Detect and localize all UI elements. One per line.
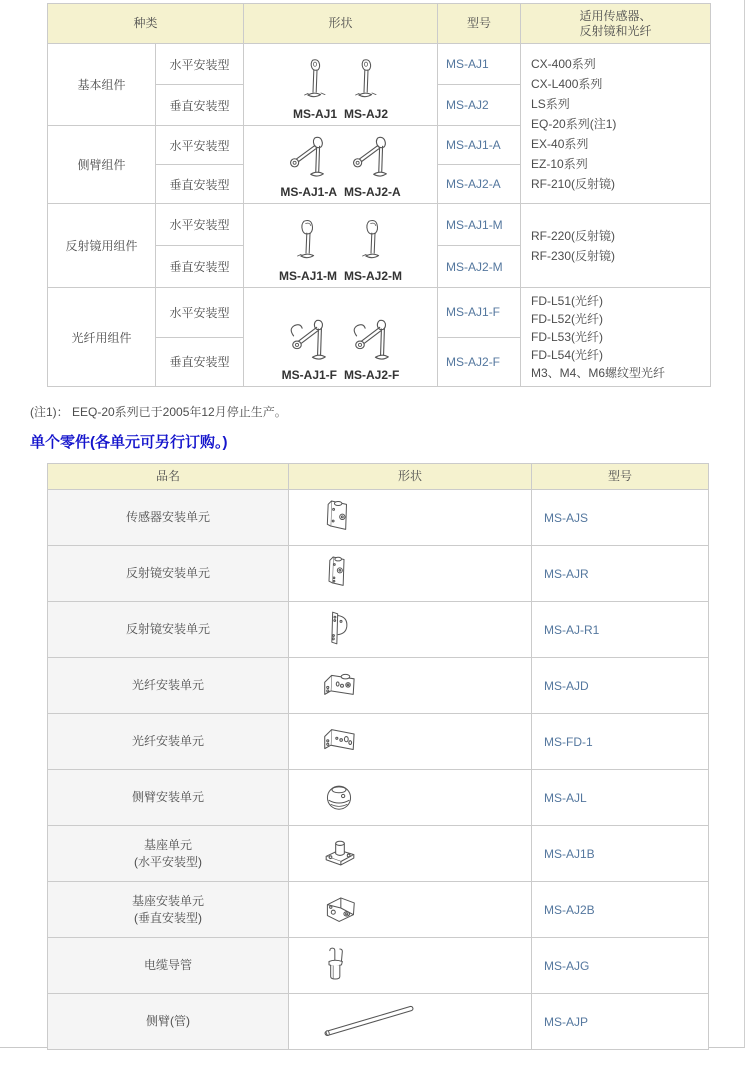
- header-shape: 形状: [244, 4, 438, 44]
- header-part-shape: 形状: [289, 464, 532, 490]
- fiber-mount-bracket-icon: [319, 721, 365, 759]
- fiber-mount-unit-icon: [319, 665, 365, 703]
- side-arm-unit-icon: [319, 777, 359, 815]
- table-row: [48, 658, 709, 714]
- assembly-header-row: [48, 4, 711, 44]
- applicable-item: CX-L400系列: [531, 76, 603, 91]
- shape-caption: MS-AJ1: [293, 107, 338, 121]
- model-cell: MS-AJ1-A: [438, 126, 521, 165]
- part-model-cell: MS-AJP: [532, 994, 709, 1050]
- applicable-item: FD-L51(光纤): [531, 294, 604, 308]
- group-name: 基本组件: [48, 44, 156, 126]
- mount-type: 水平安装型: [156, 126, 244, 165]
- base-unit-horizontal-icon: [319, 833, 361, 871]
- reflector-mount-unit-icon: [319, 552, 359, 592]
- shape-cell: [244, 126, 438, 204]
- shape-caption: MS-AJ2-A: [344, 185, 401, 199]
- part-name-cell: 光纤安装单元: [48, 714, 289, 770]
- applicable-cell: [521, 44, 711, 204]
- header-part-model: 型号: [532, 464, 709, 490]
- applicable-cell: [521, 204, 711, 288]
- part-name-cell: 反射镜安装单元: [48, 546, 289, 602]
- parts-table: [47, 463, 709, 1050]
- header-applicable-line2: 反射镜和光纤: [579, 23, 652, 38]
- assembly-table: [47, 3, 711, 387]
- shape-figure: [282, 315, 337, 382]
- model-cell: MS-AJ1-M: [438, 204, 521, 246]
- part-model-cell: MS-FD-1: [532, 714, 709, 770]
- mount-type: 垂直安装型: [156, 246, 244, 288]
- part-model-cell: MS-AJR: [532, 546, 709, 602]
- side-arm-pipe-icon: [319, 1001, 419, 1039]
- applicable-cell: [521, 288, 711, 387]
- header-type: 种类: [48, 4, 244, 44]
- part-model-cell: MS-AJG: [532, 938, 709, 994]
- shape-cell: [244, 288, 438, 387]
- group-name: 反射镜用组件: [48, 204, 156, 288]
- applicable-item: EX-40系列: [531, 136, 589, 151]
- applicable-item: M3、M4、M6螺纹型光纤: [531, 366, 666, 380]
- part-shape-cell: [289, 770, 532, 826]
- model-cell: MS-AJ2-A: [438, 165, 521, 204]
- part-shape-cell: [289, 938, 532, 994]
- shape-figure: [279, 216, 337, 283]
- sensor-mount-unit-icon: [319, 496, 359, 536]
- shape-caption: MS-AJ2-M: [344, 269, 403, 283]
- part-shape-cell: [289, 714, 532, 770]
- footnote: (注1)： EEQ-20系列已于2005年12月停止生产。: [30, 405, 287, 419]
- part-shape-cell: [289, 546, 532, 602]
- stand-arm-icon: [350, 134, 394, 184]
- model-cell: MS-AJ2-M: [438, 246, 521, 288]
- part-name-cell: 侧臂安装单元: [48, 770, 289, 826]
- group-name: 光纤用组件: [48, 288, 156, 387]
- mount-type: 水平安装型: [156, 44, 244, 85]
- part-name-cell: 基座安装单元 (垂直安装型): [48, 882, 289, 938]
- group-name: 侧臂组件: [48, 126, 156, 204]
- header-applicable-line1: 适用传感器、: [579, 8, 652, 23]
- header-model: 型号: [438, 4, 521, 44]
- model-cell: MS-AJ1-F: [438, 288, 521, 338]
- table-row: [48, 44, 711, 85]
- stand-fiber-icon: [348, 315, 396, 367]
- stand-basic-icon: [299, 56, 331, 106]
- header-applicable: [521, 4, 711, 44]
- part-shape-cell: [289, 490, 532, 546]
- model-cell: MS-AJ1: [438, 44, 521, 85]
- part-model-cell: MS-AJL: [532, 770, 709, 826]
- part-name-cell: 光纤安装单元: [48, 658, 289, 714]
- part-name-cell: 电缆导管: [48, 938, 289, 994]
- applicable-item: LS系列: [531, 96, 570, 111]
- stand-arm-icon: [287, 134, 331, 184]
- shape-cell: [244, 44, 438, 126]
- shape-figure: [344, 56, 388, 121]
- applicable-item: RF-210(反射镜): [531, 176, 616, 191]
- applicable-item: EQ-20系列(注1): [531, 116, 617, 131]
- part-shape-cell: [289, 882, 532, 938]
- shape-figure: [344, 134, 401, 199]
- shape-figure: [293, 56, 337, 121]
- part-model-cell: MS-AJ2B: [532, 882, 709, 938]
- shape-figure: [280, 134, 337, 199]
- part-name-cell: 传感器安装单元: [48, 490, 289, 546]
- table-row: [48, 288, 711, 338]
- reflector-mount-plate-icon: [319, 608, 353, 648]
- shape-caption: MS-AJ1-M: [279, 269, 338, 283]
- applicable-item: FD-L54(光纤): [531, 348, 604, 362]
- section-title: 单个零件(各单元可另行订购。): [30, 434, 228, 451]
- shape-cell: [244, 204, 438, 288]
- table-row: [48, 994, 709, 1050]
- table-row: [48, 490, 709, 546]
- part-model-cell: MS-AJD: [532, 658, 709, 714]
- table-row: [48, 602, 709, 658]
- shape-caption: MS-AJ2: [344, 107, 389, 121]
- part-shape-cell: [289, 826, 532, 882]
- shape-caption: MS-AJ1-F: [281, 368, 338, 382]
- part-shape-cell: [289, 994, 532, 1050]
- part-model-cell: MS-AJ1B: [532, 826, 709, 882]
- applicable-item: CX-400系列: [531, 56, 596, 71]
- shape-figure: [344, 216, 402, 283]
- shape-figure: [344, 315, 399, 382]
- table-row: [48, 882, 709, 938]
- applicable-item: FD-L52(光纤): [531, 312, 604, 326]
- stand-basic-icon: [350, 56, 382, 106]
- parts-header-row: [48, 464, 709, 490]
- table-row: [48, 546, 709, 602]
- mount-type: 水平安装型: [156, 204, 244, 246]
- mount-type: 垂直安装型: [156, 337, 244, 387]
- part-model-cell: MS-AJS: [532, 490, 709, 546]
- part-name-cell: 基座单元 (水平安装型): [48, 826, 289, 882]
- part-name-cell: 侧臂(管): [48, 994, 289, 1050]
- shape-caption: MS-AJ2-F: [344, 368, 400, 382]
- mount-type: 垂直安装型: [156, 85, 244, 126]
- stand-mirror-icon: [357, 216, 389, 268]
- table-row: [48, 770, 709, 826]
- table-row: [48, 204, 711, 246]
- part-shape-cell: [289, 658, 532, 714]
- part-shape-cell: [289, 602, 532, 658]
- shape-caption: MS-AJ1-A: [280, 185, 338, 199]
- header-part-name: 品名: [48, 464, 289, 490]
- part-model-cell: MS-AJ-R1: [532, 602, 709, 658]
- applicable-item: RF-220(反射镜): [531, 228, 616, 243]
- applicable-item: RF-230(反射镜): [531, 248, 616, 263]
- table-row: [48, 938, 709, 994]
- stand-fiber-icon: [285, 315, 333, 367]
- mount-type: 水平安装型: [156, 288, 244, 338]
- cable-guide-icon: [319, 943, 349, 985]
- table-row: [48, 826, 709, 882]
- table-row: [48, 714, 709, 770]
- model-cell: MS-AJ2-F: [438, 337, 521, 387]
- applicable-item: FD-L53(光纤): [531, 330, 604, 344]
- model-cell: MS-AJ2: [438, 85, 521, 126]
- base-unit-vertical-icon: [319, 889, 361, 927]
- part-name-cell: 反射镜安装单元: [48, 602, 289, 658]
- applicable-item: EZ-10系列: [531, 156, 588, 171]
- stand-mirror-icon: [292, 216, 324, 268]
- mount-type: 垂直安装型: [156, 165, 244, 204]
